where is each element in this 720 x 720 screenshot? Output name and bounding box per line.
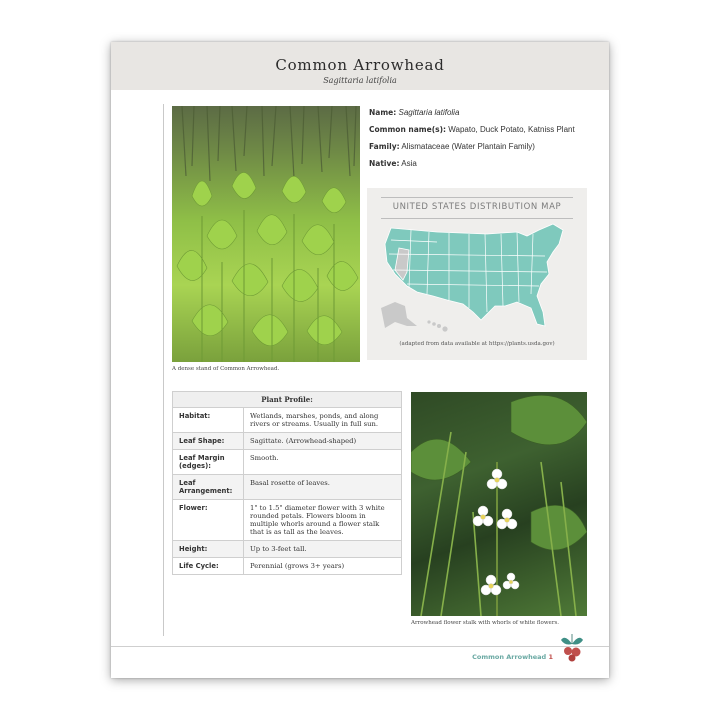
height-value: Up to 3-feet tall. [244, 541, 402, 558]
leaf-arrangement-value: Basal rosette of leaves. [244, 475, 402, 500]
life-cycle-value: Perennial (grows 3+ years) [244, 558, 402, 575]
info-family-row [369, 138, 599, 155]
footer-running-title [472, 653, 553, 661]
table-row [173, 450, 402, 475]
footer-title: Common Arrowhead [472, 653, 547, 661]
family-label: Family: [369, 142, 400, 151]
leaf-shape-label: Leaf Shape: [173, 433, 244, 450]
map-caption: (adapted from data available at https://plants.usda.gov) [399, 341, 555, 347]
arrowhead-stand-photo [172, 106, 360, 362]
table-row [173, 433, 402, 450]
berry-leaf-logo [559, 634, 585, 662]
leaf-shape-value: Sagittate. (Arrowhead-shaped) [244, 433, 402, 450]
habitat-label: Habitat: [173, 408, 244, 433]
info-common-row [369, 121, 599, 138]
map-rule-top [381, 197, 573, 198]
name-label: Name: [369, 108, 397, 117]
arrowhead-flower-photo [411, 392, 587, 616]
flower-label: Flower: [173, 500, 244, 541]
map-rule-bottom [381, 218, 573, 219]
document-page [111, 42, 609, 678]
info-native-row [369, 155, 599, 172]
common-name-value: Wapato, Duck Potato, Katniss Plant [448, 125, 575, 134]
hawaii-absent-shape [427, 320, 447, 331]
photo2-caption: Arrowhead flower stalk with whorls of white flowers. [411, 620, 560, 626]
footer-rule [111, 646, 609, 647]
table-row [173, 475, 402, 500]
life-cycle-label: Life Cycle: [173, 558, 244, 575]
page-subtitle: Sagittaria latifolia [323, 76, 397, 85]
info-name-row [369, 104, 599, 121]
common-name-label: Common name(s): [369, 125, 447, 134]
family-value: Alismataceae (Water Plantain Family) [401, 142, 535, 151]
flower-value: 1" to 1.5" diameter flower with 3 white rounded petals. Flowers bloom in multiple whorls around a flower stalk that is as tall as the leaves. [244, 500, 402, 541]
table-row [173, 558, 402, 575]
photo1-caption: A dense stand of Common Arrowhead. [172, 366, 280, 372]
page-title: Common Arrowhead [275, 56, 445, 74]
plant-profile-table [172, 391, 402, 575]
margin-rule [163, 104, 164, 636]
name-value: Sagittaria latifolia [398, 108, 460, 117]
height-label: Height: [173, 541, 244, 558]
page-number: 1 [548, 653, 553, 661]
distribution-map-panel [367, 188, 587, 360]
profile-header: Plant Profile: [173, 392, 402, 408]
alaska-absent-shape [381, 302, 417, 328]
us-distribution-map [377, 222, 577, 338]
table-row [173, 408, 402, 433]
map-title: UNITED STATES DISTRIBUTION MAP [392, 202, 562, 212]
leaf-margin-value: Smooth. [244, 450, 402, 475]
us-mainland-shape [385, 224, 563, 326]
table-row [173, 541, 402, 558]
habitat-value: Wetlands, marshes, ponds, and along rivers or streams. Usually in full sun. [244, 408, 402, 433]
table-row [173, 500, 402, 541]
page-header [111, 42, 609, 90]
leaf-arrangement-label: Leaf Arrangement: [173, 475, 244, 500]
native-label: Native: [369, 159, 400, 168]
native-value: Asia [401, 159, 417, 168]
leaf-margin-label: Leaf Margin (edges): [173, 450, 244, 475]
plant-info [369, 104, 599, 172]
